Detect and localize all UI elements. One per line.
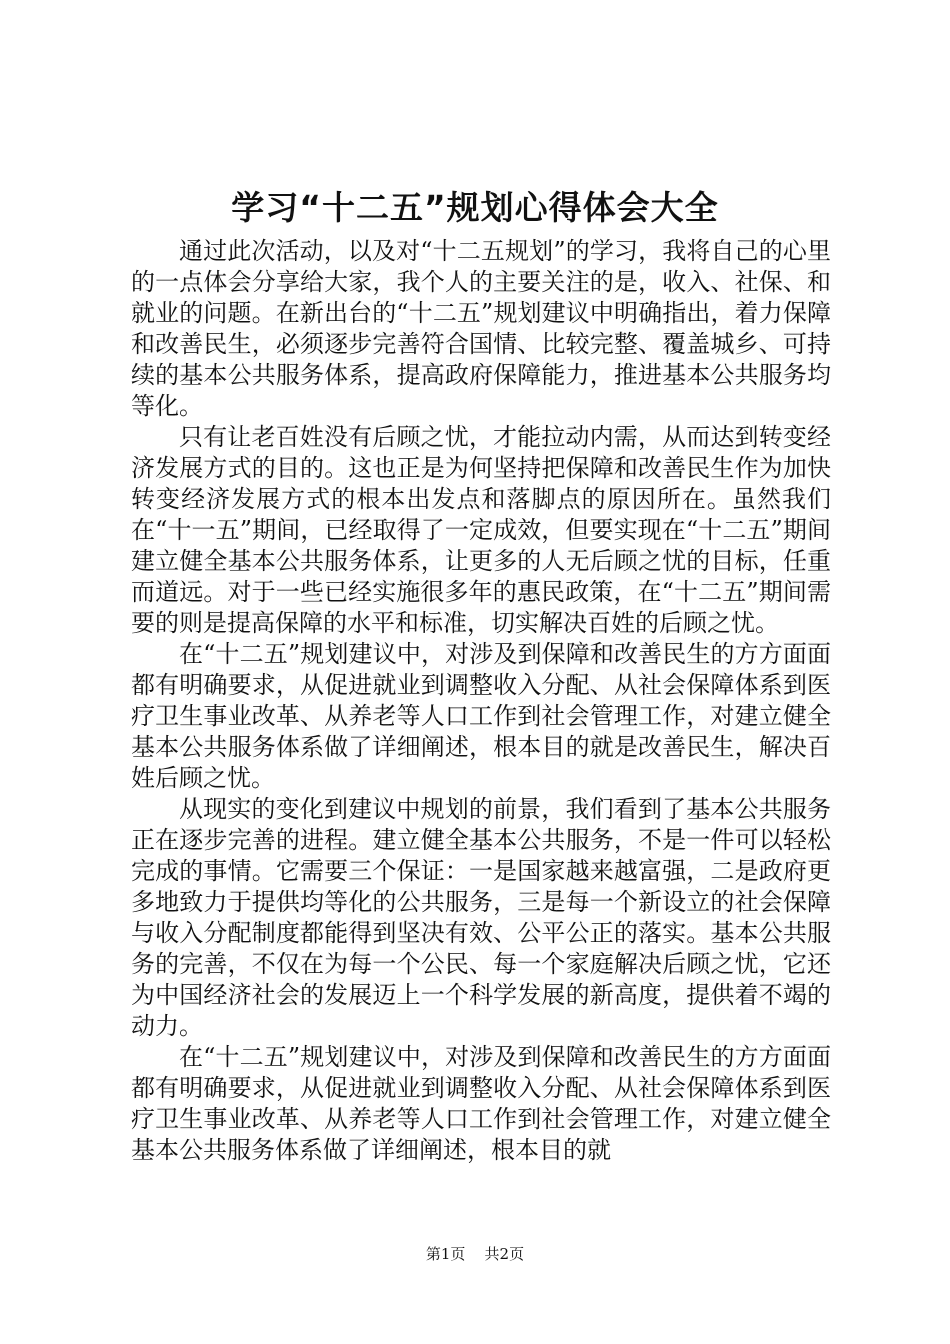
paragraph-3: 在“十二五”规划建议中，对涉及到保障和改善民生的方方面面都有明确要求，从促进就业到调整收入分配、从社会保障体系到医疗卫生事业改革、从养老等人口工作到社会管理工作，对建立健全基本公共服务体系做了详细阐述，根本目的就是改善民生，解决百姓后顾之忧。 — [131, 640, 831, 792]
paragraph-2: 只有让老百姓没有后顾之忧，才能拉动内需，从而达到转变经济发展方式的目的。这也正是为何坚持把保障和改善民生作为加快转变经济发展方式的根本出发点和落脚点的原因所在。虽然我们在“十一五”期间，已经取得了一定成效，但要实现在“十二五”期间建立健全基本公共服务体系，让更多的人无后顾之忧的目标，任重而道远。对于一些已经实施很多年的惠民政策，在“十二五”期间需要的则是提高保障的水平和标准，切实解决百姓的后顾之忧。 — [131, 423, 831, 637]
page-separator — [470, 1245, 480, 1263]
paragraph-1: 通过此次活动，以及对“十二五规划”的学习，我将自己的心里的一点体会分享给大家，我个人的主要关注的是，收入、社保、和就业的问题。在新出台的“十二五”规划建议中明确指出，着力保障和改善民生，必须逐步完善符合国情、比较完整、覆盖城乡、可持续的基本公共服务体系，提高政府保障能力，推进基本公共服务均等化。 — [131, 237, 831, 420]
page-number: 第1页 — [425, 1245, 466, 1263]
paragraph-5: 在“十二五”规划建议中，对涉及到保障和改善民生的方方面面都有明确要求，从促进就业到调整收入分配、从社会保障体系到医疗卫生事业改革、从养老等人口工作到社会管理工作，对建立健全基本公共服务体系做了详细阐述，根本目的就 — [131, 1043, 831, 1164]
paragraph-4: 从现实的变化到建议中规划的前景，我们看到了基本公共服务正在逐步完善的进程。建立健全基本公共服务，不是一件可以轻松完成的事情。它需要三个保证：一是国家越来越富强，二是政府更多地致力于提供均等化的公共服务，三是每一个新设立的社会保障与收入分配制度都能得到坚决有效、公平公正的落实。基本公共服务的完善，不仅在为每一个公民、每一个家庭解决后顾之忧，它还为中国经济社会的发展迈上一个科学发展的新高度，提供着不竭的动力。 — [131, 795, 831, 1040]
document-title: 学习“十二五”规划心得体会大全 — [231, 188, 719, 227]
page-total: 共2页 — [484, 1245, 525, 1263]
document-body — [131, 236, 831, 1166]
page-footer — [0, 1244, 950, 1264]
